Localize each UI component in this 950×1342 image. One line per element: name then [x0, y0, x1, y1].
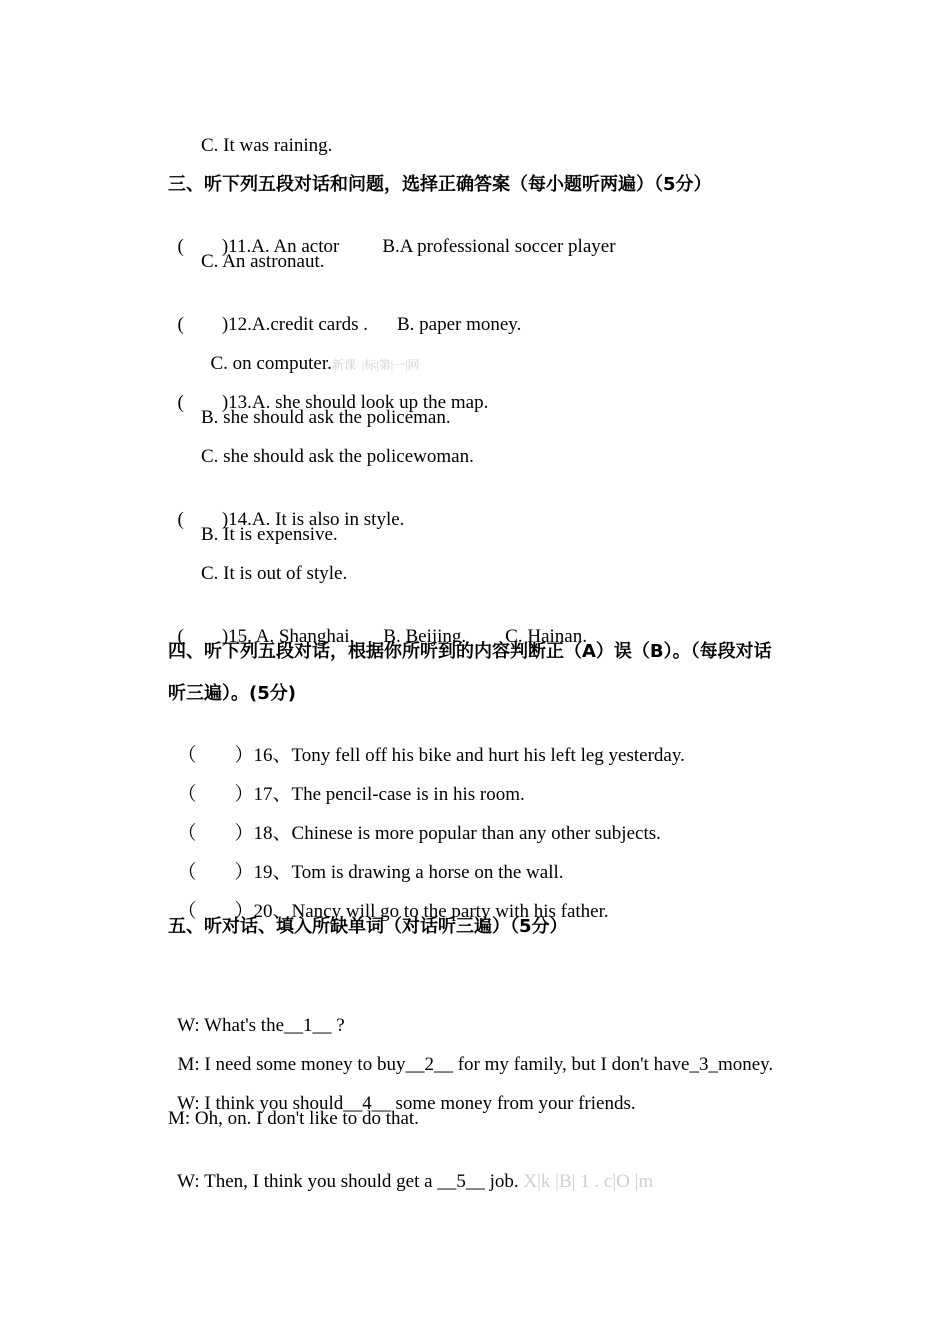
answer-bracket: ( ) [177, 392, 229, 413]
option-b: B. It is expensive. [201, 524, 338, 545]
option-a: 13.A. she should look up the map. [228, 392, 489, 413]
section-five-heading: 五、听对话、填入所缺单词（对话听三遍）（5分） [168, 916, 568, 937]
answer-bracket: （ ） [177, 784, 254, 805]
answer-bracket: （ ） [177, 901, 254, 922]
option-c: C. It is out of style. [201, 563, 348, 584]
answer-bracket: ( ) [177, 509, 229, 530]
statement: 19、Tom is drawing a horse on the wall. [253, 862, 564, 883]
answer-bracket: ( ) [177, 236, 229, 257]
watermark-text: X|k |B| 1 . c|O |m [518, 1171, 654, 1192]
speaker-text: W: What's the [177, 1015, 285, 1036]
option-a: 14.A. It is also in style. [228, 509, 405, 530]
statement: 20、Nancy will go to the party with his father. [253, 901, 609, 922]
fill-blank-1: __1__ [284, 1015, 332, 1036]
dialogue-line-5 [168, 1146, 653, 1194]
option-b: B. she should ask the policeman. [201, 407, 451, 428]
speaker-text: W: Then, I think you should get a [177, 1171, 438, 1192]
option-a: 11.A. An actor [228, 236, 340, 257]
answer-bracket: （ ） [177, 823, 254, 844]
speaker-text: some money from your friends. [390, 1093, 636, 1114]
speaker-text: W: I think you should [177, 1093, 344, 1114]
section-three-heading: 三、听下列五段对话和问题，选择正确答案（每小题听两遍）（5分） [168, 174, 712, 195]
option-c: C. she should ask the policewoman. [201, 446, 474, 467]
statement: 18、Chinese is more popular than any other subjects. [253, 823, 661, 844]
fill-blank-2: __2__ [405, 1054, 453, 1075]
statement: 16、Tony fell off his bike and hurt his left leg yesterday. [253, 745, 685, 766]
answer-bracket: （ ） [177, 862, 254, 883]
section-four-heading-line2: 听三遍）。(5分) [168, 683, 296, 704]
option-b: B. paper money. [396, 314, 522, 335]
option-c: C. An astronaut. [201, 251, 325, 272]
speaker-text: job. [484, 1171, 519, 1192]
speaker-text: money. [717, 1054, 774, 1075]
answer-bracket: ( ) [177, 314, 229, 335]
fill-blank-4: __4__ [343, 1093, 391, 1114]
option-a: 15. A. Shanghai. [228, 626, 355, 647]
option-c: C. Hainan. [505, 626, 587, 647]
speaker-text: for my family, but I don't have [452, 1054, 690, 1075]
section-four-heading-line1: 四、听下列五段对话，根据你所听到的内容判断正（A）误（B）。（每段对话 [168, 641, 772, 662]
answer-bracket: ( ) [177, 626, 229, 647]
fill-blank-5: __5__ [437, 1171, 485, 1192]
option-b: B.A professional soccer player [382, 236, 616, 257]
option-c-text: C. on computer. [210, 353, 332, 374]
statement: 17、The pencil-case is in his room. [253, 784, 525, 805]
option-c-prev: C. It was raining. [201, 135, 333, 156]
fill-blank-3: _3_ [689, 1054, 718, 1075]
option-b: B. Beijing. [383, 626, 467, 647]
dialogue-line-4: M: Oh, on. I don't like to do that. [168, 1108, 419, 1129]
watermark-text: 新课 |标|第|一|网 [331, 358, 420, 372]
speaker-text: M: I need some money to buy [177, 1054, 406, 1075]
speaker-text: ? [331, 1015, 345, 1036]
answer-bracket: （ ） [177, 745, 254, 766]
option-a: 12.A.credit cards . [228, 314, 368, 335]
